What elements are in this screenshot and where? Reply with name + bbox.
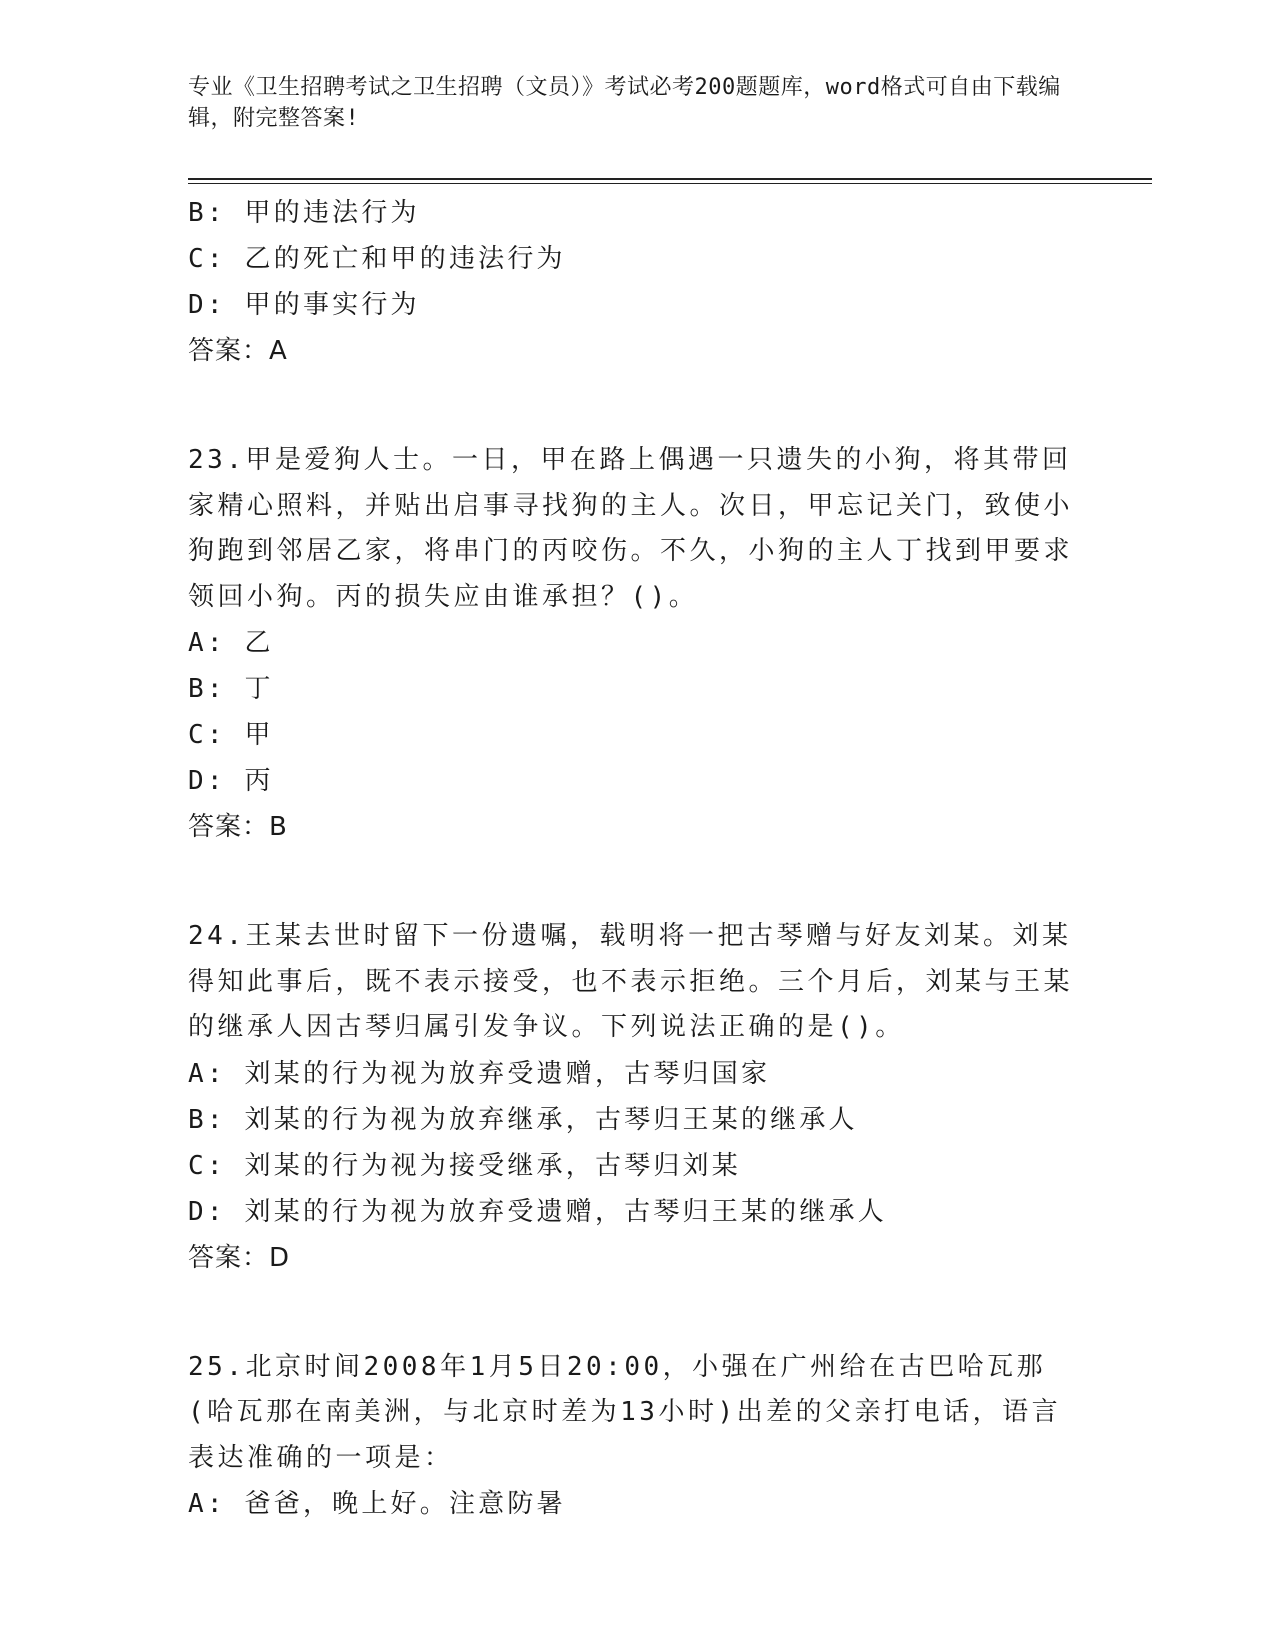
option-a: A: 爸爸，晚上好。注意防暑: [188, 1489, 566, 1519]
option-d: D: 甲的事实行为: [188, 290, 420, 320]
option-b: B: 甲的违法行为: [188, 198, 420, 228]
question-22-fragment: [188, 190, 1088, 374]
question-25: [188, 1345, 1088, 1528]
question-stem: 23.甲是爱狗人士。一日，甲在路上偶遇一只遗失的小狗，将其带回家精心照料，并贴出启事寻找狗的主人。次日，甲忘记关门，致使小狗跑到邻居乙家，将串门的丙咬伤。不久，小狗的主人丁找到甲要求领回小狗。丙的损失应由谁承担？()。: [188, 445, 1074, 612]
question-list: [188, 190, 1088, 1527]
answer-line: 答案：B: [188, 812, 288, 842]
option-b: B: 丁: [188, 674, 274, 704]
option-c: C: 乙的死亡和甲的违法行为: [188, 244, 566, 274]
option-b: B: 刘某的行为视为放弃继承，古琴归王某的继承人: [188, 1104, 858, 1135]
question-stem: 24.王某去世时留下一份遗嘱，载明将一把古琴赠与好友刘某。刘某得知此事后，既不表示接受，也不表示拒绝。三个月后，刘某与王某的继承人因古琴归属引发争议。下列说法正确的是()。: [188, 921, 1074, 1042]
option-a: A: 乙: [188, 628, 274, 658]
option-c: C: 刘某的行为视为接受继承，古琴归刘某: [188, 1150, 741, 1181]
option-c: C: 甲: [188, 720, 274, 750]
option-d: D: 刘某的行为视为放弃受遗赠，古琴归王某的继承人: [188, 1196, 887, 1227]
question-23: [188, 438, 1088, 850]
document-header: 专业《卫生招聘考试之卫生招聘（文员）》考试必考200题题库，word格式可自由下载编辑，附完整答案!: [188, 75, 1061, 131]
option-a: A: 刘某的行为视为放弃受遗赠，古琴归国家: [188, 1058, 771, 1089]
header-rule-thick: [188, 178, 1152, 180]
option-d: D: 丙: [188, 766, 274, 796]
question-24: [188, 914, 1088, 1281]
header-rule-thin: [188, 183, 1152, 184]
answer-line: 答案：D: [188, 1242, 291, 1273]
answer-line: 答案：A: [188, 336, 288, 366]
question-stem: 25.北京时间2008年1月5日20:00，小强在广州给在古巴哈瓦那(哈瓦那在南美洲，与北京时差为13小时)出差的父亲打电话，语言表达准确的一项是：: [188, 1351, 1062, 1473]
